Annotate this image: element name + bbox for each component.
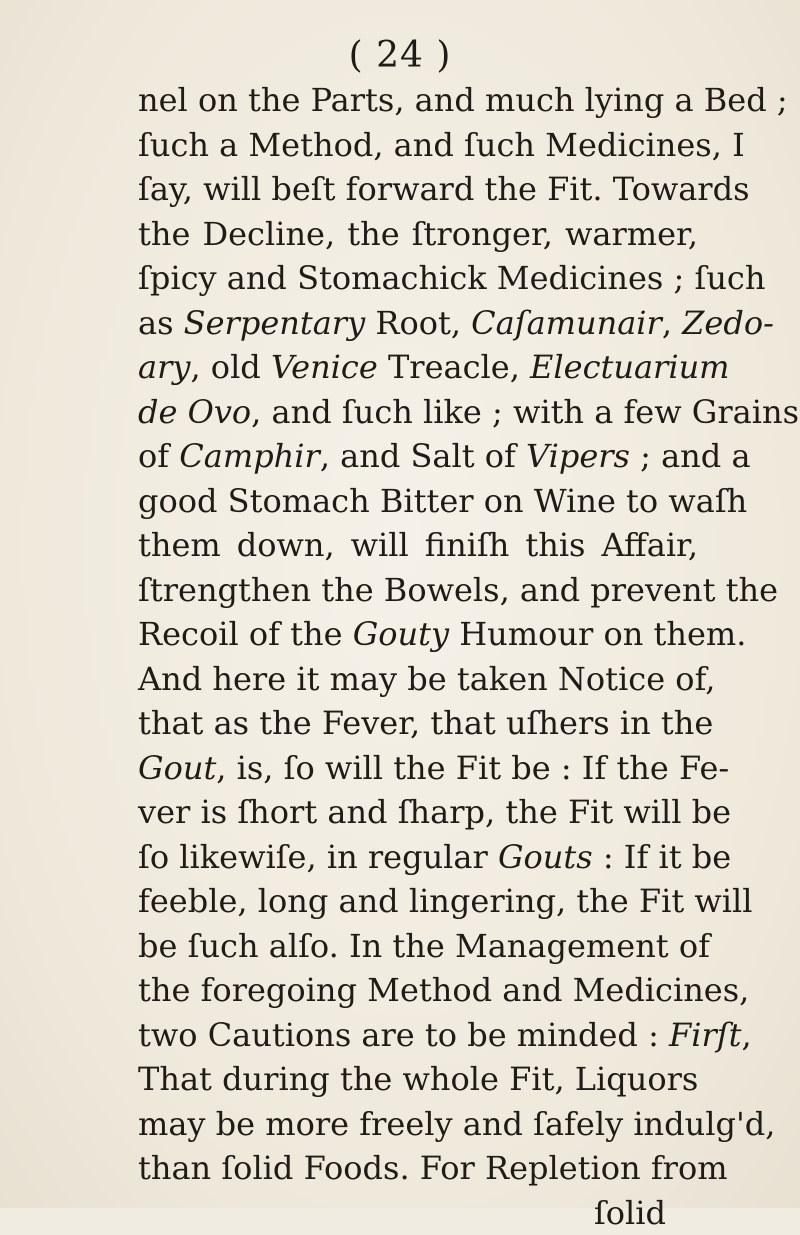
text-line — [138, 301, 698, 346]
italic-text: ary — [138, 348, 190, 386]
italic-text: Gouts — [498, 838, 593, 876]
text-run: ver is ſhort and ſharp, the Fit will be — [138, 793, 731, 831]
text-line — [138, 123, 698, 168]
text-run: be ſuch alſo. In the Management of — [138, 927, 710, 965]
text-run: , and Salt of — [320, 437, 526, 475]
italic-text: Serpentary — [184, 304, 366, 342]
text-run: may be more freely and ſafely indulg'd, — [138, 1105, 775, 1143]
text-line — [138, 1013, 698, 1058]
text-run: Humour on them. — [449, 615, 746, 653]
text-run: ; and a — [630, 437, 751, 475]
text-run: , is, ſo will the Fit be : If the Fe- — [216, 749, 729, 787]
italic-text: Venice — [271, 348, 378, 386]
text-line — [138, 612, 698, 657]
text-line — [138, 212, 698, 257]
text-line — [138, 167, 698, 212]
text-run: ſpicy and Stomachick Medicines ; ſuch — [138, 259, 765, 297]
text-run: That during the whole Fit, Liquors — [138, 1060, 698, 1098]
italic-text: Zedo- — [682, 304, 774, 342]
text-line — [138, 390, 698, 435]
body-text — [138, 78, 698, 1235]
text-line — [138, 78, 698, 123]
text-line — [138, 434, 698, 479]
text-line — [138, 256, 698, 301]
text-line — [138, 657, 698, 702]
text-run: Root, — [365, 304, 471, 342]
text-run: nel on the Parts, and much lying a Bed ; — [138, 81, 788, 119]
text-run: ſo likewiſe, in regular — [138, 838, 498, 876]
italic-text: Vipers — [526, 437, 630, 475]
text-line — [138, 1057, 698, 1102]
text-run: as — [138, 304, 184, 342]
text-run: : If it be — [593, 838, 731, 876]
italic-text: Gouty — [353, 615, 449, 653]
text-line — [138, 523, 698, 568]
italic-text: Camphir — [179, 437, 320, 475]
text-line — [138, 1146, 698, 1191]
text-run: , and ſuch like ; with a few Grains — [251, 393, 799, 431]
text-run: And here it may be taken Notice of, — [138, 660, 715, 698]
text-run: that as the Fever, that uſhers in the — [138, 704, 713, 742]
italic-text: Firſt — [669, 1016, 741, 1054]
text-line — [138, 345, 698, 390]
text-line — [138, 1102, 698, 1147]
text-run: , old — [190, 348, 271, 386]
italic-text: Electuarium — [530, 348, 729, 386]
italic-text: de Ovo — [138, 393, 251, 431]
italic-text: Caſamunair — [471, 304, 662, 342]
text-line — [138, 479, 698, 524]
text-run: of — [138, 437, 179, 475]
text-line — [138, 968, 698, 1013]
text-run: feeble, long and lingering, the Fit will — [138, 882, 752, 920]
text-run: them down, will finiſh this Affair, — [138, 526, 698, 564]
text-line — [138, 835, 698, 880]
text-line — [138, 568, 698, 613]
catchword: ſolid — [138, 1191, 698, 1235]
text-run: ſuch a Method, and ſuch Medicines, I — [138, 126, 745, 164]
text-run: , — [662, 304, 682, 342]
text-run: the foregoing Method and Medicines, — [138, 971, 749, 1009]
text-run: two Cautions are to be minded : — [138, 1016, 669, 1054]
text-run: , — [741, 1016, 751, 1054]
text-run: Treacle, — [378, 348, 530, 386]
text-run: ſtrengthen the Bowels, and prevent the — [138, 571, 778, 609]
text-run: good Stomach Bitter on Wine to waſh — [138, 482, 747, 520]
text-line — [138, 879, 698, 924]
text-line — [138, 924, 698, 969]
text-line — [138, 790, 698, 835]
text-run: than ſolid Foods. For Repletion from — [138, 1149, 728, 1187]
text-run: Recoil of the — [138, 615, 353, 653]
page-number-header: ( 24 ) — [0, 36, 800, 76]
italic-text: Gout — [138, 749, 216, 787]
text-run: ſay, will beſt forward the Fit. Towards — [138, 170, 750, 208]
text-line — [138, 746, 698, 791]
text-line — [138, 701, 698, 746]
text-run: the Decline, the ſtronger, warmer, — [138, 215, 698, 253]
